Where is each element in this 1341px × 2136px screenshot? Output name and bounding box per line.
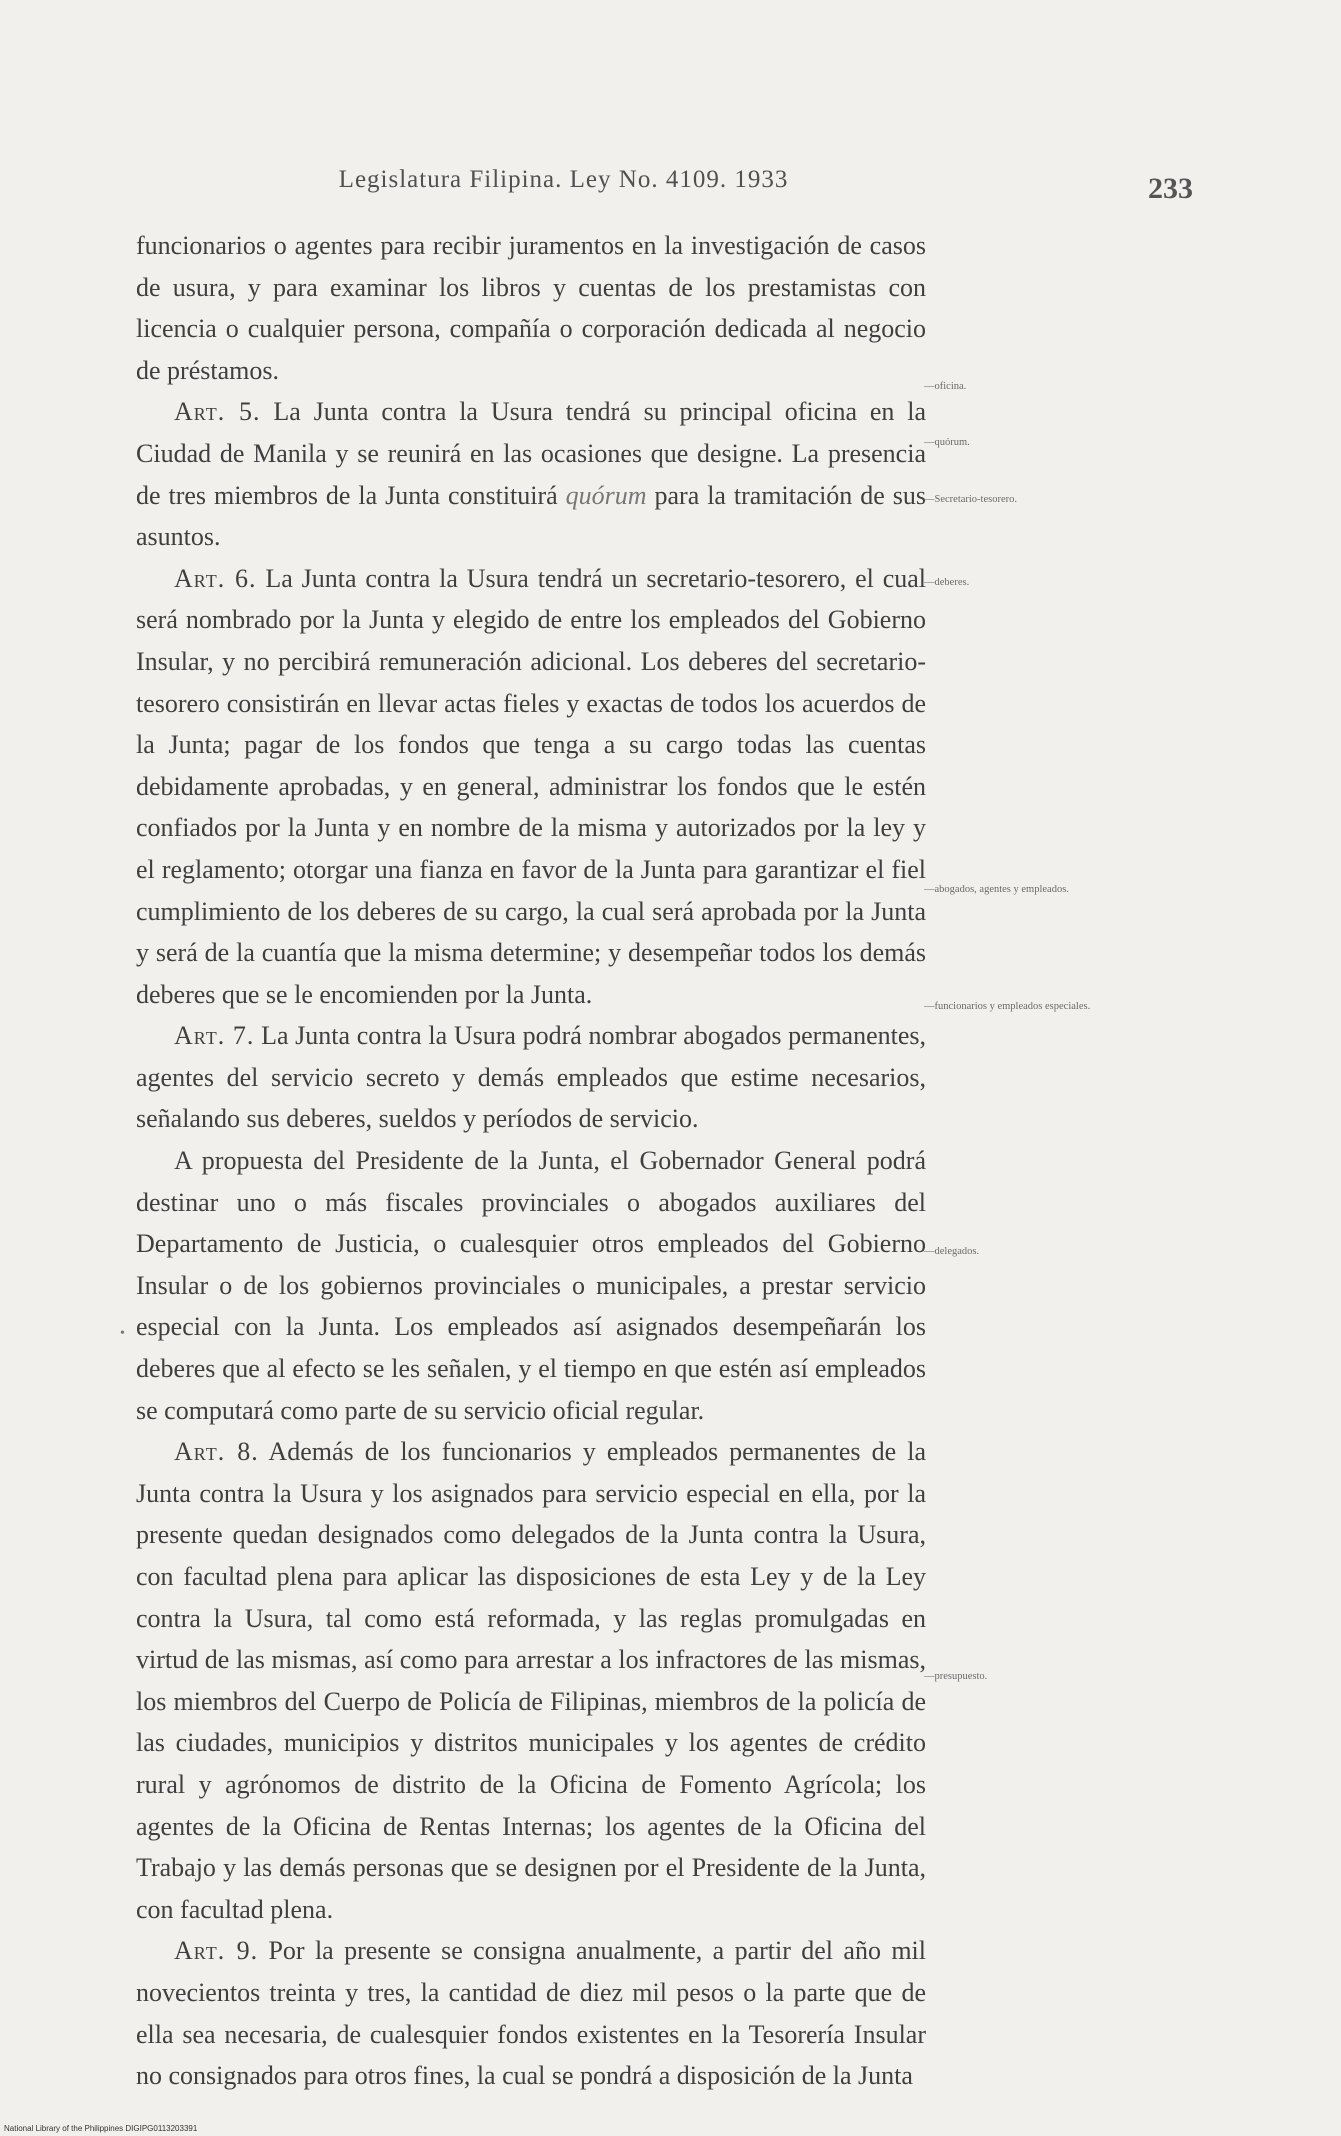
- margin-note-presupuesto: —presupuesto.: [924, 1671, 988, 1682]
- article-6: [136, 558, 926, 1016]
- article-9-label: Art. 9.: [174, 1936, 259, 1966]
- article-5-text-b: para la tramitación de sus asuntos.: [136, 480, 926, 552]
- body-text: [136, 225, 926, 2097]
- article-6-label: Art. 6.: [174, 563, 257, 593]
- article-9-text: Por la presente se consigna anualmente, a partir del año mil novecientos treinta y tres, la cantidad de diez mil pesos o la parte que de ella sea necesaria, de cualesquier fondos existentes en la Tesorería Insular no consignados para otros fines, la cual se pondrá a disposición de la Junta: [136, 1936, 926, 2091]
- quorum-term: quórum: [565, 480, 647, 510]
- article-7: [136, 1015, 926, 1140]
- article-8-text: Además de los funcionarios y empleados permanentes de la Junta contra la Usura y los asignados para servicio especial en ella, por la presente quedan designados como delegados de la Junta contra la Usura, con facultad plena para aplicar las disposiciones de esta Ley y de la Ley contra la Usura, tal como está reformada, y las reglas promulgadas en virtud de las mismas, así como para arrestar a los infractores de las mismas, los miembros del Cuerpo de Policía de Filipinas, miembros de la policía de las ciudades, municipios y distritos municipales y los agentes de crédito rural y agrónomos de distrito de la Oficina de Fomento Agrícola; los agentes de la Oficina de Rentas Internas; los agentes de la Oficina del Trabajo y las demás personas que se designen por el Presidente de la Junta, con facultad plena.: [136, 1437, 926, 1924]
- margin-note-deberes: —deberes.: [924, 577, 970, 588]
- article-5: [136, 391, 926, 557]
- article-5-text-a: La Junta contra la Usura tendrá su principal oficina en la Ciudad de Manila y se reunirá en las ocasiones que designe. La presencia de tres miembros de la Junta constituirá: [136, 397, 926, 510]
- margin-note-secretario: —Secretario-tesorero.: [924, 494, 1017, 505]
- article-5-label: Art. 5.: [174, 397, 261, 427]
- margin-note-delegados: —delegados.: [924, 1246, 980, 1257]
- article-7-label: Art. 7.: [174, 1021, 255, 1051]
- margin-note-abogados: —abogados, agentes y empleados.: [924, 884, 1069, 895]
- article-8: [136, 1431, 926, 1930]
- margin-note-quorum: —quórum.: [924, 437, 970, 448]
- paragraph-continuation: funcionarios o agentes para recibir juramentos en la investigación de casos de usura, y para examinar los libros y cuentas de los prestamistas con licencia o cualquier persona, compañía o corporación dedicada al negocio de préstamos.: [136, 231, 926, 385]
- article-8-label: Art. 8.: [174, 1437, 259, 1467]
- margin-bullet: •: [120, 1326, 125, 1341]
- margin-note-oficina: —oficina.: [924, 381, 967, 392]
- article-7-text: La Junta contra la Usura podrá nombrar abogados permanentes, agentes del servicio secreto y demás empleados que estime necesarios, señalando sus deberes, sueldos y períodos de servicio.: [136, 1021, 927, 1134]
- margin-note-funcionarios: —funcionarios y empleados especiales.: [924, 1001, 1091, 1012]
- article-7-paragraph-2: A propuesta del Presidente de la Junta, el Gobernador General podrá destinar uno o más fiscales provinciales o abogados auxiliares del Departamento de Justicia, o cualesquier otros empleados del Gobierno Insular o de los gobiernos provinciales o municipales, a prestar servicio especial con la Junta. Los empleados así asignados desempeñarán los deberes que al efecto se les señalen, y el tiempo en que estén así empleados se computará como parte de su servicio oficial regular.: [136, 1146, 926, 1425]
- page-number: 233: [1148, 172, 1193, 205]
- scan-credit: National Library of the Philippines DIGIPG0113203391: [4, 2124, 198, 2133]
- article-6-text: La Junta contra la Usura tendrá un secretario-tesorero, el cual será nombrado por la Junta y elegido de entre los empleados del Gobierno Insular, y no percibirá remuneración adicional. Los deberes del secretario-tesorero consistirán en llevar actas fieles y exactas de todos los acuerdos de la Junta; pagar de los fondos que tenga a su cargo todas las cuentas debidamente aprobadas, y en general, administrar los fondos que le estén confiados por la Junta y en nombre de la misma y autorizados por la ley y el reglamento; otorgar una fianza en favor de la Junta para garantizar el fiel cumplimiento de los deberes de su cargo, la cual será aprobada por la Junta y será de la cuantía que la misma determine; y desempeñar todos los demás deberes que se le encomienden por la Junta.: [136, 563, 927, 1009]
- article-9: [136, 1930, 926, 2096]
- running-head: Legislatura Filipina. Ley No. 4109. 1933: [338, 166, 789, 193]
